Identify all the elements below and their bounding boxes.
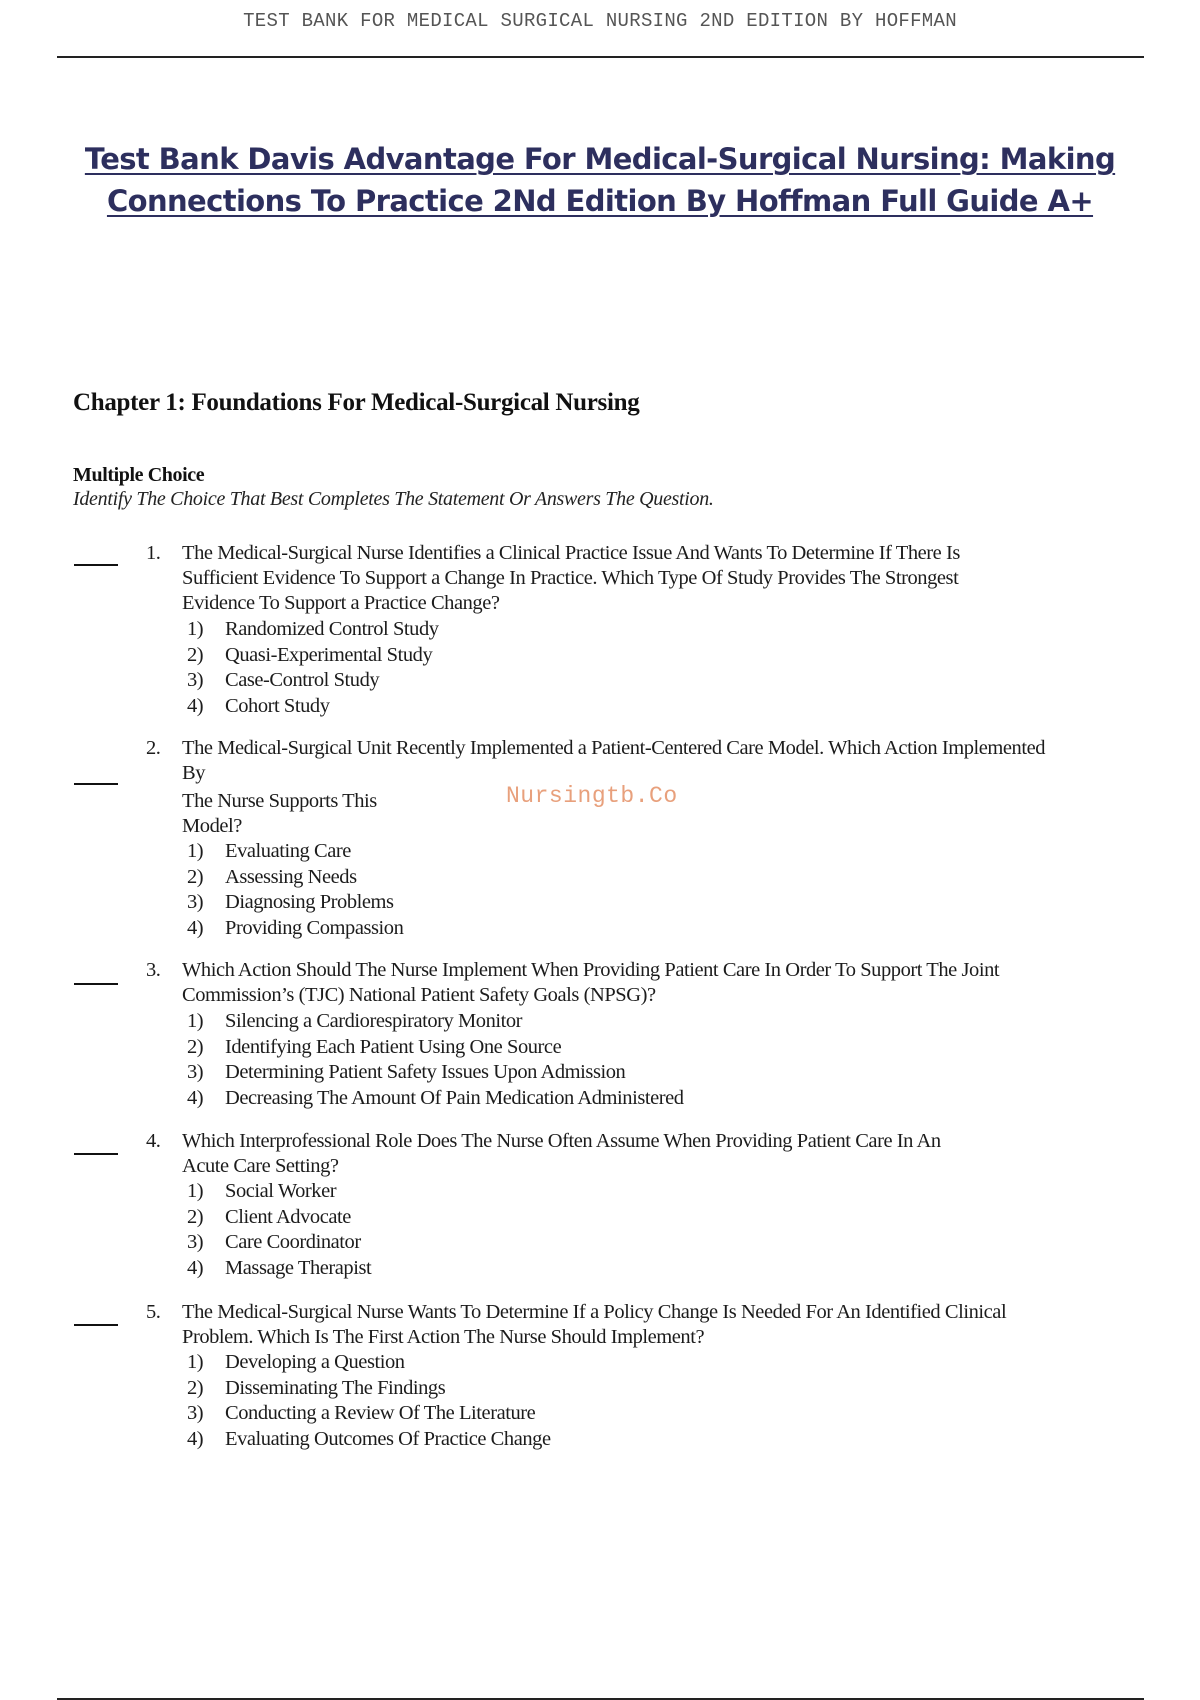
answer-blank[interactable] — [74, 1153, 118, 1155]
stem-line: Which Interprofessional Role Does The Nurse Often Assume When Providing Patient Care In An — [182, 1130, 941, 1152]
option-number: 3) — [187, 1231, 204, 1253]
answer-blank[interactable] — [74, 783, 118, 785]
option-text: Massage Therapist — [225, 1256, 372, 1279]
option-number: 4) — [187, 694, 204, 717]
option-text: Disseminating The Findings — [225, 1376, 446, 1399]
question-number: 4. — [146, 1130, 161, 1152]
stem-line: Which Action Should The Nurse Implement When Providing Patient Care In Order To Support The Joint — [182, 959, 1000, 981]
option-text: Case-Control Study — [225, 669, 380, 691]
option-text: Randomized Control Study — [225, 618, 439, 640]
option-text: Client Advocate — [225, 1205, 351, 1228]
option-number: 4) — [187, 1086, 204, 1109]
document-title — [60, 138, 1140, 222]
document-title-line-2: Connections To Practice 2Nd Edition By Hoffman Full Guide A+ — [106, 184, 1094, 218]
option-number: 1) — [187, 618, 204, 640]
option-text: Decreasing The Amount Of Pain Medication Administered — [225, 1086, 684, 1109]
option-text: Social Worker — [225, 1180, 337, 1202]
option-number: 2) — [187, 1376, 204, 1399]
option-number: 1) — [187, 1010, 204, 1032]
stem-line: Evidence To Support a Practice Change? — [182, 592, 500, 614]
option-text: Developing a Question — [225, 1351, 405, 1373]
running-header: TEST BANK FOR MEDICAL SURGICAL NURSING 2ND EDITION BY HOFFMAN — [243, 10, 957, 32]
stem-line: The Nurse Supports This — [182, 790, 377, 812]
stem-line: The Medical-Surgical Nurse Wants To Determine If a Policy Change Is Needed For An Identified Clinical — [182, 1301, 1007, 1323]
stem-line: Problem. Which Is The First Action The Nurse Should Implement? — [182, 1326, 705, 1348]
option-number: 2) — [187, 643, 204, 666]
option-text: Evaluating Care — [225, 840, 351, 862]
option-text: Providing Compassion — [225, 916, 404, 939]
option-number: 4) — [187, 1427, 204, 1450]
answer-blank[interactable] — [74, 983, 118, 985]
header-divider — [57, 56, 1144, 58]
document-title-line-1: Test Bank Davis Advantage For Medical-Surgical Nursing: Making — [84, 142, 1116, 176]
option-number: 1) — [187, 1351, 204, 1373]
stem-line: Acute Care Setting? — [182, 1155, 339, 1177]
option-number: 3) — [187, 891, 204, 913]
section-title: Multiple Choice — [73, 464, 205, 486]
stem-line: Commission’s (TJC) National Patient Safety Goals (NPSG)? — [182, 984, 656, 1006]
answer-blank[interactable] — [74, 1324, 118, 1326]
option-number: 3) — [187, 669, 204, 691]
option-number: 4) — [187, 1256, 204, 1279]
option-number: 1) — [187, 1180, 204, 1202]
section-instructions: Identify The Choice That Best Completes The Statement Or Answers The Question. — [73, 488, 714, 510]
option-number: 2) — [187, 865, 204, 888]
stem-line: Model? — [182, 815, 242, 837]
option-text: Quasi-Experimental Study — [225, 643, 433, 666]
option-number: 4) — [187, 916, 204, 939]
stem-line: Sufficient Evidence To Support a Change In Practice. Which Type Of Study Provides The Strongest — [182, 567, 959, 589]
question-number: 3. — [146, 959, 161, 981]
stem-line: The Medical-Surgical Nurse Identifies a Clinical Practice Issue And Wants To Determine If There Is — [182, 542, 960, 564]
option-text: Diagnosing Problems — [225, 891, 394, 913]
option-text: Conducting a Review Of The Literature — [225, 1402, 536, 1424]
question-stem — [182, 958, 999, 1008]
stem-line: The Medical-Surgical Unit Recently Implemented a Patient-Centered Care Model. Which Action Implemented — [182, 737, 1046, 759]
question-number: 5. — [146, 1301, 161, 1323]
option-text: Identifying Each Patient Using One Source — [225, 1035, 562, 1058]
option-number: 3) — [187, 1402, 204, 1424]
stem-line: By — [182, 762, 206, 784]
option-number: 2) — [187, 1205, 204, 1228]
question-number: 2. — [146, 737, 161, 759]
question-number: 1. — [146, 542, 161, 564]
option-text: Care Coordinator — [225, 1231, 361, 1253]
chapter-heading: Chapter 1: Foundations For Medical-Surgical Nursing — [73, 389, 640, 416]
option-number: 1) — [187, 840, 204, 862]
watermark: Nursingtb.Co — [506, 783, 678, 809]
option-text: Assessing Needs — [225, 865, 357, 888]
option-number: 3) — [187, 1061, 204, 1083]
answer-blank[interactable] — [74, 564, 118, 566]
question-stem — [182, 1129, 941, 1179]
question-stem — [182, 541, 960, 616]
question-stem — [182, 1300, 1006, 1350]
option-text: Determining Patient Safety Issues Upon Admission — [225, 1061, 626, 1083]
option-text: Evaluating Outcomes Of Practice Change — [225, 1427, 551, 1450]
option-text: Cohort Study — [225, 694, 330, 717]
option-number: 2) — [187, 1035, 204, 1058]
option-text: Silencing a Cardiorespiratory Monitor — [225, 1010, 523, 1032]
